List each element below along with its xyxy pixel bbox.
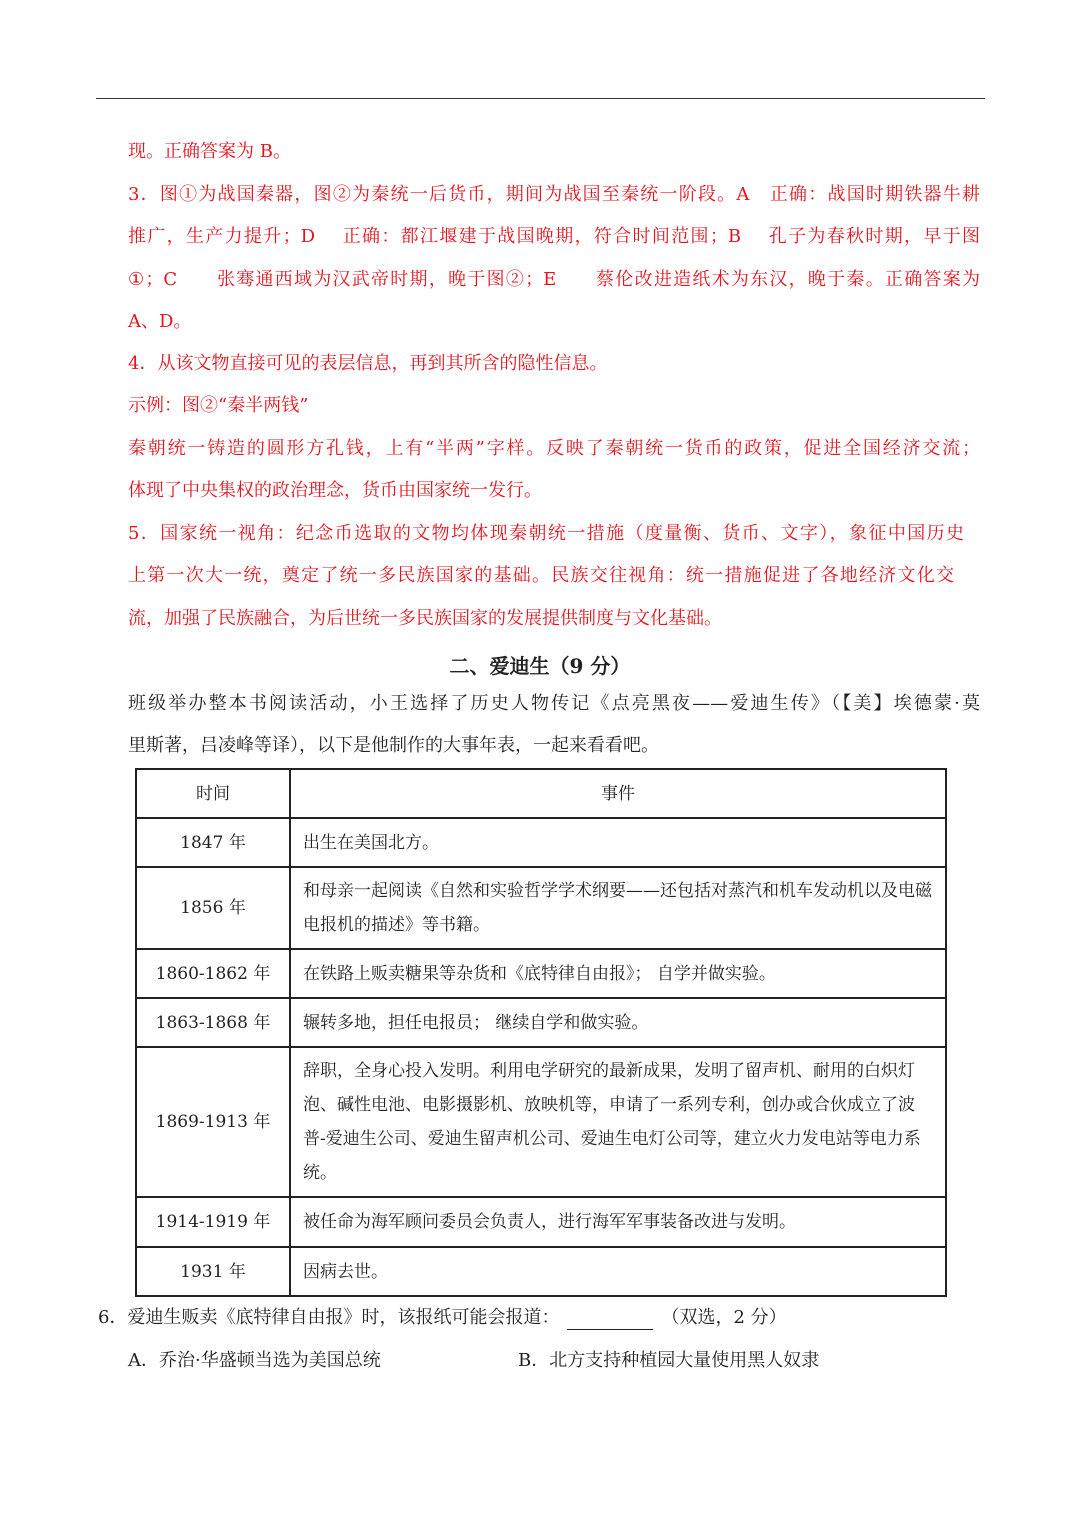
table-row xyxy=(136,949,946,998)
row-event: 因病去世。 xyxy=(290,1247,946,1296)
table-row xyxy=(136,867,946,949)
table-row xyxy=(136,1247,946,1296)
answer-line: 现。正确答案为 B。 xyxy=(128,141,291,162)
row-time: 1847 年 xyxy=(136,818,290,867)
answer-line: 体现了中央集权的政治理念，货币由国家统一发行。 xyxy=(128,480,542,501)
header-time: 时间 xyxy=(136,769,290,818)
intro-line: 班级举办整本书阅读活动，小王选择了历史人物传记《点亮黑夜——爱迪生传》（【美】埃德蒙·莫 xyxy=(128,693,980,714)
row-event: 在铁路上贩卖糖果等杂货和《底特律自由报》； 自学并做实验。 xyxy=(290,949,946,998)
answer-line: A、D。 xyxy=(128,311,192,332)
header-rule xyxy=(96,98,985,99)
row-time: 1860-1862 年 xyxy=(136,949,290,998)
table-row xyxy=(136,1047,946,1197)
table-row xyxy=(136,998,946,1047)
answer-line: 秦朝统一铸造的圆形方孔钱，上有“半两”字样。反映了秦朝统一货币的政策，促进全国经济交流； xyxy=(128,438,980,459)
table-row xyxy=(136,1197,946,1247)
answer-line: 上第一次大一统，奠定了统一多民族国家的基础。民族交往视角：统一措施促进了各地经济文化交 xyxy=(128,565,954,586)
row-time: 1914-1919 年 xyxy=(136,1197,290,1247)
row-time: 1863-1868 年 xyxy=(136,998,290,1047)
row-time: 1869-1913 年 xyxy=(136,1047,290,1197)
row-time: 1931 年 xyxy=(136,1247,290,1296)
row-event: 辗转多地，担任电报员； 继续自学和做实验。 xyxy=(290,998,946,1047)
answer-line: 3．图①为战国秦器，图②为秦统一后货币，期间为战国至秦统一阶段。A 正确：战国时期铁器牛耕 xyxy=(128,184,980,205)
question-note: （双选，2 分） xyxy=(661,1307,787,1328)
answer-line: ①；C 张骞通西域为汉武帝时期，晚于图②；E 蔡伦改进造纸术为东汉，晚于秦。正确答案为 xyxy=(128,269,980,290)
table-row xyxy=(136,818,946,867)
answer-line: 推广，生产力提升；D 正确：都江堰建于战国晚期，符合时间范围；B 孔子为春秋时期，早于图 xyxy=(128,226,980,247)
option-b: B．北方支持种植园大量使用黑人奴隶 xyxy=(518,1350,820,1371)
intro-line: 里斯著，吕凌峰等译），以下是他制作的大事年表，一起来看看吧。 xyxy=(128,735,659,756)
answer-line: 示例：图②“秦半两钱” xyxy=(128,395,309,416)
option-a: A．乔治·华盛顿当选为美国总统 xyxy=(128,1350,381,1371)
row-event: 和母亲一起阅读《自然和实验哲学学术纲要——还包括对蒸汽和机车发动机以及电磁电报机的描述》等书籍。 xyxy=(290,867,946,949)
section-heading: 二、爱迪生（9 分） xyxy=(449,654,631,678)
timeline-table xyxy=(135,768,947,1297)
row-event: 辞职，全身心投入发明。利用电学研究的最新成果，发明了留声机、耐用的白炽灯泡、碱性电池、电影摄影机、放映机等，申请了一系列专利，创办或合伙成立了波普-爱迪生公司、爱迪生留声机公司、爱迪生电灯公司等，建立火力发电站等电力系统。 xyxy=(290,1047,946,1197)
row-event: 被任命为海军顾问委员会负责人，进行海军军事装备改进与发明。 xyxy=(290,1197,946,1247)
answer-blank[interactable] xyxy=(567,1311,653,1330)
row-time: 1856 年 xyxy=(136,867,290,949)
row-event: 出生在美国北方。 xyxy=(290,818,946,867)
header-event: 事件 xyxy=(290,769,946,818)
answer-line: 流，加强了民族融合，为后世统一多民族国家的发展提供制度与文化基础。 xyxy=(128,608,722,629)
question-6 xyxy=(98,1306,787,1330)
answer-line: 4．从该文物直接可见的表层信息，再到其所含的隐性信息。 xyxy=(128,353,608,374)
question-stem: 6．爱迪生贩卖《底特律自由报》时，该报纸可能会报道： xyxy=(98,1307,560,1328)
answer-line: 5．国家统一视角：纪念币选取的文物均体现秦朝统一措施（度量衡、货币、文字），象征中国历史 xyxy=(128,523,964,544)
table-header-row xyxy=(136,769,946,818)
